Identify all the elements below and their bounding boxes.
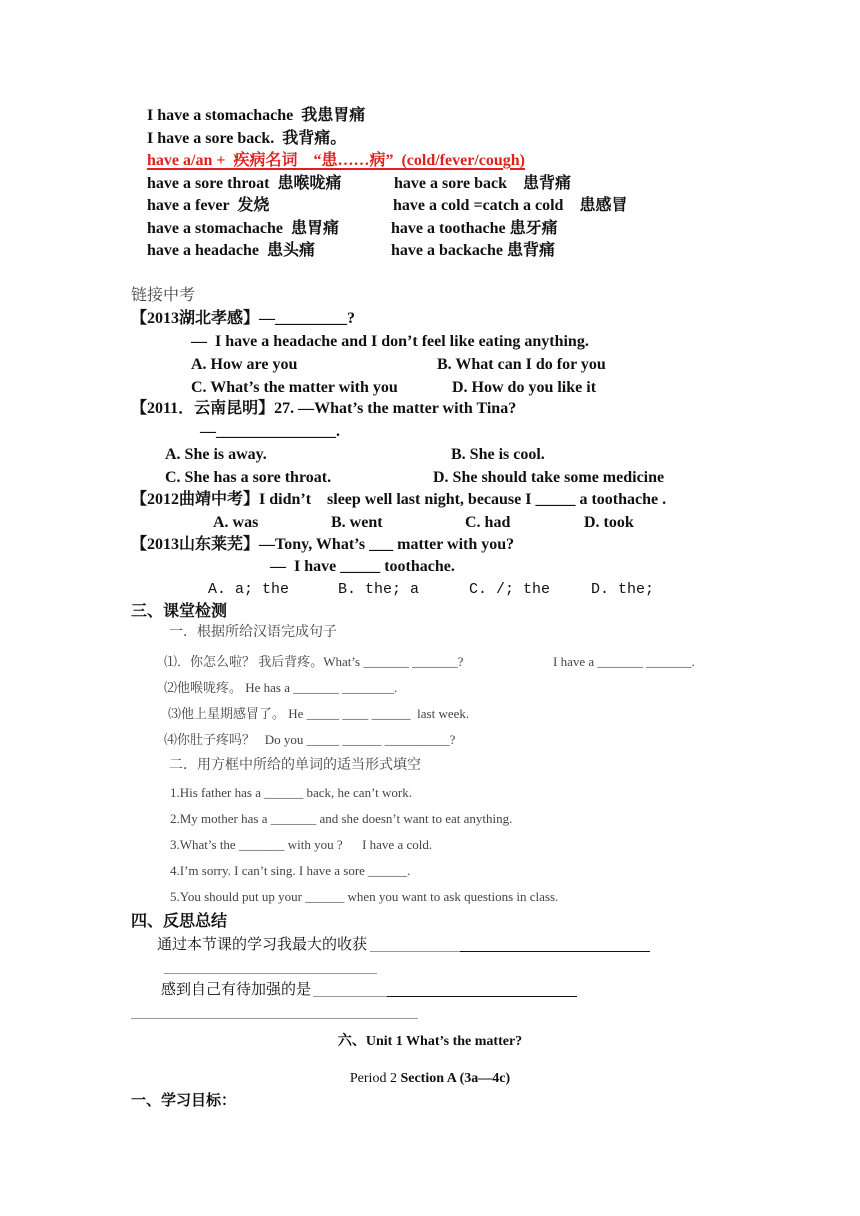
- exam-q2-option-a: A. She is away.: [165, 446, 267, 463]
- vocab-line-3a: have a sore throat 患喉咙痛: [147, 175, 342, 192]
- reflect-improve-blank: [387, 996, 577, 997]
- vocab-line-1: I have a stomachache 我患胃痛: [147, 107, 366, 124]
- exam-q4-option-a: A. a; the: [208, 581, 290, 598]
- check-heading: 三、课堂检测: [131, 603, 228, 620]
- exam-q4-option-d: D. the;: [591, 581, 655, 598]
- exam-q1-option-a: A. How are you: [191, 356, 298, 373]
- fill-item-5: 5.You should put up your ______ when you want to ask questions in class.: [170, 889, 559, 904]
- exam-q3-option-a: A. was: [213, 514, 259, 531]
- vocab-line-6a: have a headache 患头痛: [147, 242, 316, 259]
- exam-q1: 【2013湖北孝感】—_________?: [131, 310, 356, 327]
- exam-q3: 【2012曲靖中考】I didn’t sleep well last night, because I _____ a toothache .: [131, 491, 667, 508]
- reflect-improve-label: 感到自己有待加强的是: [161, 982, 312, 998]
- exam-q3-option-d: D. took: [584, 514, 634, 531]
- check-sentence-1: ⑴．你怎么啦？ 我后背疼。What’s _______ _______?: [164, 654, 464, 669]
- vocab-line-5b: have a toothache 患牙痛: [391, 220, 558, 237]
- goals-heading: 一、学习目标：: [131, 1093, 237, 1109]
- check-sentence-3: ⑶他上星期感冒了。 He _____ ____ ______ last week.: [168, 706, 470, 721]
- check-sentence-2: ⑵他喉咙疼。 He has a _______ ________.: [164, 680, 398, 695]
- exam-heading: 链接中考: [131, 287, 196, 304]
- exam-q1-option-b: B. What can I do for you: [437, 356, 606, 373]
- vocab-line-5a: have a stomachache 患胃痛: [147, 220, 339, 237]
- exam-q2-line2: —_______________.: [200, 423, 340, 440]
- exam-q1-option-d: D. How do you like it: [452, 379, 597, 396]
- exam-q3-option-c: C. had: [465, 514, 511, 531]
- check-part2-heading: 二．用方框中所给的单词的适当形式填空: [169, 758, 421, 773]
- unit-title: 六、Unit 1 What’s the matter?: [337, 1034, 523, 1049]
- reflect-gain-blank-2: [164, 973, 377, 974]
- exam-q1-line2: — I have a headache and I don’t feel like eating anything.: [191, 333, 589, 350]
- reflect-heading: 四、反思总结: [131, 913, 228, 930]
- reflect-gain-label: 通过本节课的学习我最大的收获: [157, 937, 368, 953]
- reflect-improve-blank-thin: [313, 996, 387, 997]
- exam-q2-option-d: D. She should take some medicine: [433, 469, 665, 486]
- exam-q3-option-b: B. went: [331, 514, 383, 531]
- fill-item-3: 3.What’s the _______ with you ? I have a cold.: [170, 837, 433, 852]
- exam-q4-option-b: B. the; a: [338, 581, 420, 598]
- exam-q4-option-c: C. /; the: [469, 581, 551, 598]
- reflect-gain-blank: [460, 951, 650, 952]
- vocab-line-6b: have a backache 患背痛: [391, 242, 556, 259]
- exam-q2-option-c: C. She has a sore throat.: [165, 469, 332, 486]
- grammar-rule: have a/an + 疾病名词 “患……病” (cold/fever/cough): [147, 152, 525, 169]
- period-title: [0, 1072, 860, 1086]
- check-part1-heading: 一．根据所给汉语完成句子: [169, 625, 337, 640]
- exam-q2-option-b: B. She is cool.: [451, 446, 545, 463]
- exam-q4-line2: — I have _____ toothache.: [270, 558, 455, 575]
- fill-item-4: 4.I’m sorry. I can’t sing. I have a sore ______.: [170, 863, 411, 878]
- vocab-line-2: I have a sore back. 我背痛。: [147, 130, 347, 147]
- exam-q1-option-c: C. What’s the matter with you: [191, 379, 398, 396]
- section-label: Section A (3a—4c): [400, 1071, 511, 1086]
- section-divider: [131, 1018, 418, 1019]
- exam-q4: 【2013山东莱芜】—Tony, What’s ___ matter with you?: [131, 536, 515, 553]
- fill-item-1: 1.His father has a ______ back, he can’t work.: [170, 785, 412, 800]
- check-sentence-4: ⑷你肚子疼吗？ Do you _____ ______ __________?: [164, 732, 456, 747]
- exam-q2: 【2011．云南昆明】27. —What’s the matter with Tina?: [131, 400, 517, 417]
- vocab-line-4b: have a cold =catch a cold 患感冒: [393, 197, 628, 214]
- fill-item-2: 2.My mother has a _______ and she doesn’t want to eat anything.: [170, 811, 513, 826]
- vocab-line-3b: have a sore back 患背痛: [394, 175, 572, 192]
- vocab-line-4a: have a fever 发烧: [147, 197, 270, 214]
- period-label: Period 2: [349, 1071, 401, 1086]
- reflect-gain-blank-thin: [370, 951, 460, 952]
- check-sentence-1b: I have a _______ _______.: [553, 654, 695, 669]
